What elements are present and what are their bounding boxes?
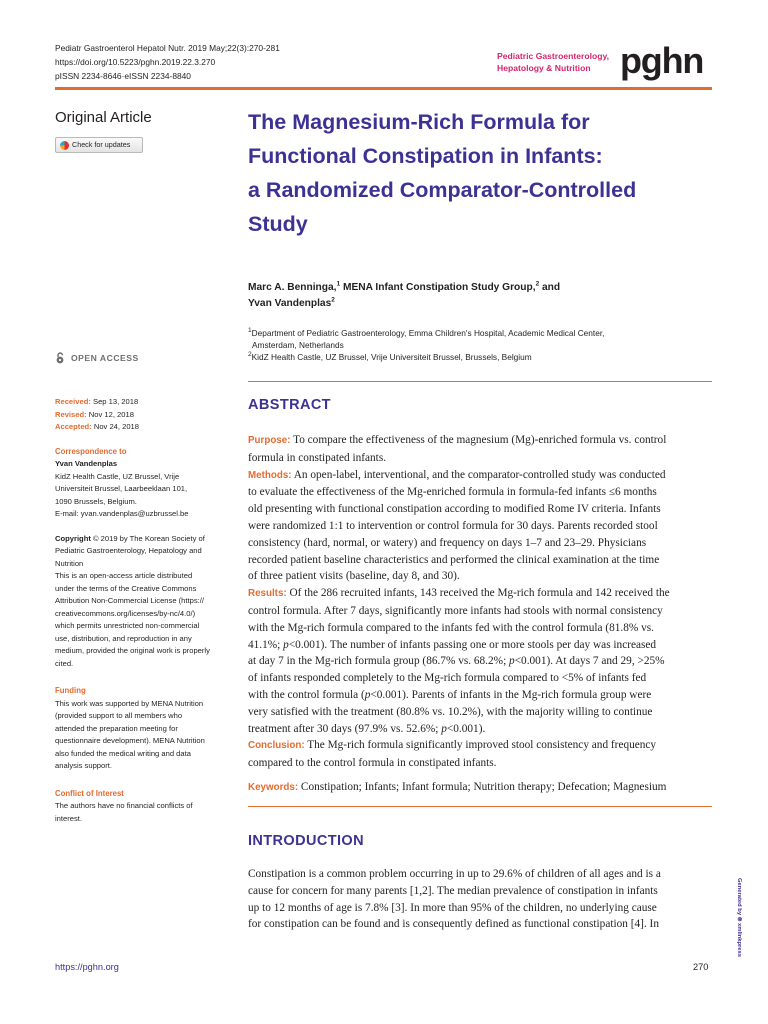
check-for-updates-button[interactable] — [55, 137, 143, 153]
author-affiliation-mark: 2 — [331, 296, 335, 304]
header-rule — [55, 87, 712, 90]
affiliation-text: KidZ Health Castle, UZ Brussel, Vrije Universiteit Brussel, Brussels, Belgium — [251, 352, 532, 362]
abstract-text: with the Mg-rich formula compared to the infants fed with the control formula (81.8% vs. — [248, 621, 654, 634]
p-value-symbol: p — [441, 722, 447, 735]
author-conjunction: and — [539, 282, 561, 293]
copyright-line: Nutrition — [55, 558, 84, 568]
abstract-heading: ABSTRACT — [248, 397, 331, 413]
brand-line-2: Hepatology & Nutrition — [497, 62, 591, 73]
license-line: which permits unrestricted non-commercial — [55, 621, 200, 630]
abstract-line — [248, 535, 718, 552]
abstract-line — [248, 450, 718, 467]
abstract-text: 41.1%; — [248, 638, 284, 651]
title-line: a Randomized Comparator-Controlled — [248, 178, 637, 202]
generator-stamp: Generated by ⊗ xmlinkpress — [736, 878, 742, 957]
affiliation-mark: 1 — [248, 327, 252, 335]
abstract-text: <0.001). At days 7 and 29, >25% — [514, 655, 665, 668]
abstract-line — [248, 721, 718, 738]
abstract-line — [248, 653, 718, 670]
abstract-text: treatment after 30 days (97.9% vs. 52.6%; — [248, 722, 442, 735]
abstract-text: Of the 286 recruited infants, 143 received the Mg-rich formula and 142 received the — [286, 587, 670, 600]
author-name: Marc A. Benninga, — [248, 282, 337, 293]
p-value-symbol: p — [364, 688, 371, 701]
abstract-line — [248, 467, 718, 485]
correspondence-line: 1090 Brussels, Belgium. — [55, 496, 137, 506]
body-line: up to 12 months of age is 7.8% [3]. In more than 95% of the children, no underlying cause — [248, 901, 657, 914]
abstract-text: To compare the effectiveness of the magnesium (Mg)-enriched formula vs. control — [290, 434, 667, 446]
abstract-text: very satisfied with the treatment (80.8% vs. 10.2%), with the majority willing to continue — [248, 705, 653, 718]
abstract-line — [248, 518, 718, 535]
doi-link[interactable]: https://doi.org/10.5223/pghn.2019.22.3.270 — [55, 57, 216, 67]
journal-brand-name — [497, 51, 609, 74]
abstract-text: formula in constipated infants. — [248, 451, 387, 464]
correspondence-email[interactable]: E-mail: yvan.vandenplas@uzbrussel.be — [55, 509, 189, 518]
abstract-text: consistency (hard, normal, or watery) and frequency on days 1–7 and 23–29. Physicians — [248, 536, 647, 549]
license-line: medium, provided the original work is properly — [55, 646, 210, 655]
abstract-line — [248, 552, 718, 569]
author-list — [248, 280, 708, 312]
open-lock-icon — [55, 352, 65, 364]
funding-line: attended the preparation meeting for — [55, 723, 178, 733]
p-value-symbol: p — [283, 638, 289, 651]
license-line: under the terms of the Creative Commons — [55, 583, 197, 593]
brand-line-1: Pediatric Gastroenterology, — [497, 51, 610, 61]
abstract-line — [248, 585, 718, 603]
abstract-text: <0.001). The number of infants passing one or more stools per day was increased — [288, 638, 657, 651]
abstract-text: with the control formula ( — [248, 688, 365, 701]
article-title — [248, 105, 718, 241]
abstract-line — [248, 432, 718, 450]
page-number: 270 — [693, 962, 709, 972]
abstract-text: at day 7 in the Mg-rich formula group (86.7% vs. 68.2%; — [248, 655, 510, 668]
affiliation-text: Amsterdam, Netherlands — [252, 340, 344, 350]
license-line: cited. — [55, 658, 74, 668]
abstract-text: were randomized 1:1 to intervention or control formula for 30 days. Parents recorded stool — [248, 519, 658, 532]
abstract-line — [248, 704, 718, 721]
introduction-body — [248, 866, 718, 933]
article-sidebar — [55, 396, 235, 825]
abstract-section-label: Purpose: — [248, 435, 291, 446]
abstract-section-label: Conclusion: — [248, 740, 305, 752]
funding-line: questionnaire development). MENA Nutrition — [55, 736, 205, 745]
abstract-text: of three patient visits (baseline, day 8, and 30). — [248, 570, 460, 583]
abstract-text: The Mg-rich formula significantly improved stool consistency and frequency — [304, 739, 657, 752]
license-line: use, distribution, and reproduction in any — [55, 633, 192, 643]
received-date: Received: Sep 13, 2018 — [55, 397, 139, 406]
conflict-line: The authors have no financial conflicts of — [55, 801, 193, 810]
correspondence-heading: Correspondence to — [55, 446, 127, 456]
abstract-line — [248, 637, 718, 654]
author-affiliation-mark: 1 — [336, 280, 341, 288]
abstract-line — [248, 484, 718, 501]
license-line: Attribution Non-Commercial License (https:// — [55, 596, 204, 605]
abstract-line — [248, 687, 718, 704]
funding-line: also funded the medical writing and data — [55, 748, 191, 758]
abstract-line — [248, 501, 718, 518]
journal-url-link[interactable]: https://pghn.org — [55, 962, 119, 972]
correspondence-line: KidZ Health Castle, UZ Brussel, Vrije — [55, 471, 180, 481]
accepted-date: Accepted: Nov 24, 2018 — [55, 422, 140, 431]
abstract-line — [248, 670, 718, 687]
abstract-text: An open-label, interventional, and the comparator-controlled study was conducted — [291, 468, 666, 481]
body-line: cause for concern for many parents [1,2]. The median prevalence of constipation in infants — [248, 884, 658, 897]
body-line: for constipation can be found and is consequently defined as functional constipation [4]. In — [248, 918, 659, 931]
title-line: Functional Constipation in Infants: — [248, 144, 603, 168]
conflict-line: interest. — [55, 813, 83, 823]
crossmark-icon — [60, 141, 69, 150]
abstract-text: control formula. After 7 days, significantly more infants had stools with normal consistency — [248, 604, 663, 617]
abstract-text: to evaluate the effectiveness of the Mg-enriched formula in formula-fed infants ≤6 months — [248, 486, 657, 499]
revised-date: Revised: Nov 12, 2018 — [55, 409, 134, 419]
author-name: Yvan Vandenplas — [248, 298, 332, 309]
copyright-line: Pediatric Gastroenterology, Hepatology and — [55, 546, 202, 555]
funding-line: This work was supported by MENA Nutrition — [55, 698, 204, 708]
check-for-updates-label: Check for updates — [72, 140, 131, 149]
funding-line: (provided support to all members who — [55, 711, 183, 720]
abstract-section-label: Methods: — [248, 469, 292, 481]
issn: pISSN 2234-8646·eISSN 2234-8840 — [55, 71, 191, 81]
author-affiliation-mark: 2 — [535, 280, 540, 288]
title-line: The Magnesium-Rich Formula for — [248, 110, 590, 134]
journal-citation: Pediatr Gastroenterol Hepatol Nutr. 2019 May;22(3):270-281 — [55, 43, 280, 53]
abstract-text: old presenting with functional constipation according to modified Rome IV criteria. Infants — [248, 503, 661, 516]
correspondence-name: Yvan Vandenplas — [55, 459, 118, 468]
abstract-body — [248, 432, 718, 772]
open-access-label: OPEN ACCESS — [71, 353, 139, 363]
author-name: MENA Infant Constipation Study Group, — [340, 282, 536, 293]
abstract-section-label: Results: — [248, 588, 287, 600]
affiliation-text: Department of Pediatric Gastroenterology, Emma Children's Hospital, Academic Medical Center, — [251, 328, 605, 338]
abstract-text: <0.001). — [446, 722, 486, 735]
keywords — [248, 779, 718, 797]
journal-logo: pghn — [620, 40, 704, 81]
open-access-badge — [55, 352, 139, 364]
funding-heading: Funding — [55, 686, 86, 695]
abstract-line — [248, 755, 718, 772]
abstract-text: <0.001). Parents of infants in the Mg-rich formula group were — [370, 688, 652, 701]
abstract-line — [248, 737, 718, 755]
introduction-heading: INTRODUCTION — [248, 833, 364, 849]
abstract-text: of infants responded completely to the Mg-rich formula compared to <5% of infants fed — [248, 672, 647, 685]
body-line: Constipation is a common problem occurring in up to 29.6% of children of all ages and is a — [248, 868, 661, 880]
correspondence-line: Universiteit Brussel, Laarbeeklaan 101, — [55, 484, 188, 493]
license-line: This is an open-access article distributed — [55, 571, 193, 580]
keywords-list: Constipation; Infants; Infant formula; Nutrition therapy; Defecation; Magnesium — [298, 781, 667, 793]
abstract-text: compared to the control formula in constipated infants. — [248, 757, 497, 770]
title-line: Study — [248, 212, 308, 236]
keywords-label: Keywords: — [248, 782, 299, 793]
p-value-symbol: p — [509, 655, 515, 668]
copyright-line: Copyright © 2019 by The Korean Society of — [55, 533, 205, 543]
conflict-heading: Conflict of Interest — [55, 788, 124, 798]
abstract-text: recorded patient baseline characteristics and performed the clinical examination at the time — [248, 553, 660, 566]
abstract-line — [248, 568, 718, 585]
article-type: Original Article — [55, 109, 152, 126]
license-link[interactable]: creativecommons.org/licenses/by-nc/4.0/) — [55, 608, 196, 618]
affiliations — [248, 327, 718, 363]
affiliation-mark: 2 — [248, 351, 252, 359]
funding-line: analysis support. — [55, 761, 112, 770]
abstract-line — [248, 620, 718, 637]
abstract-top-rule — [248, 381, 712, 382]
abstract-bottom-rule — [248, 806, 712, 807]
abstract-line — [248, 603, 718, 620]
